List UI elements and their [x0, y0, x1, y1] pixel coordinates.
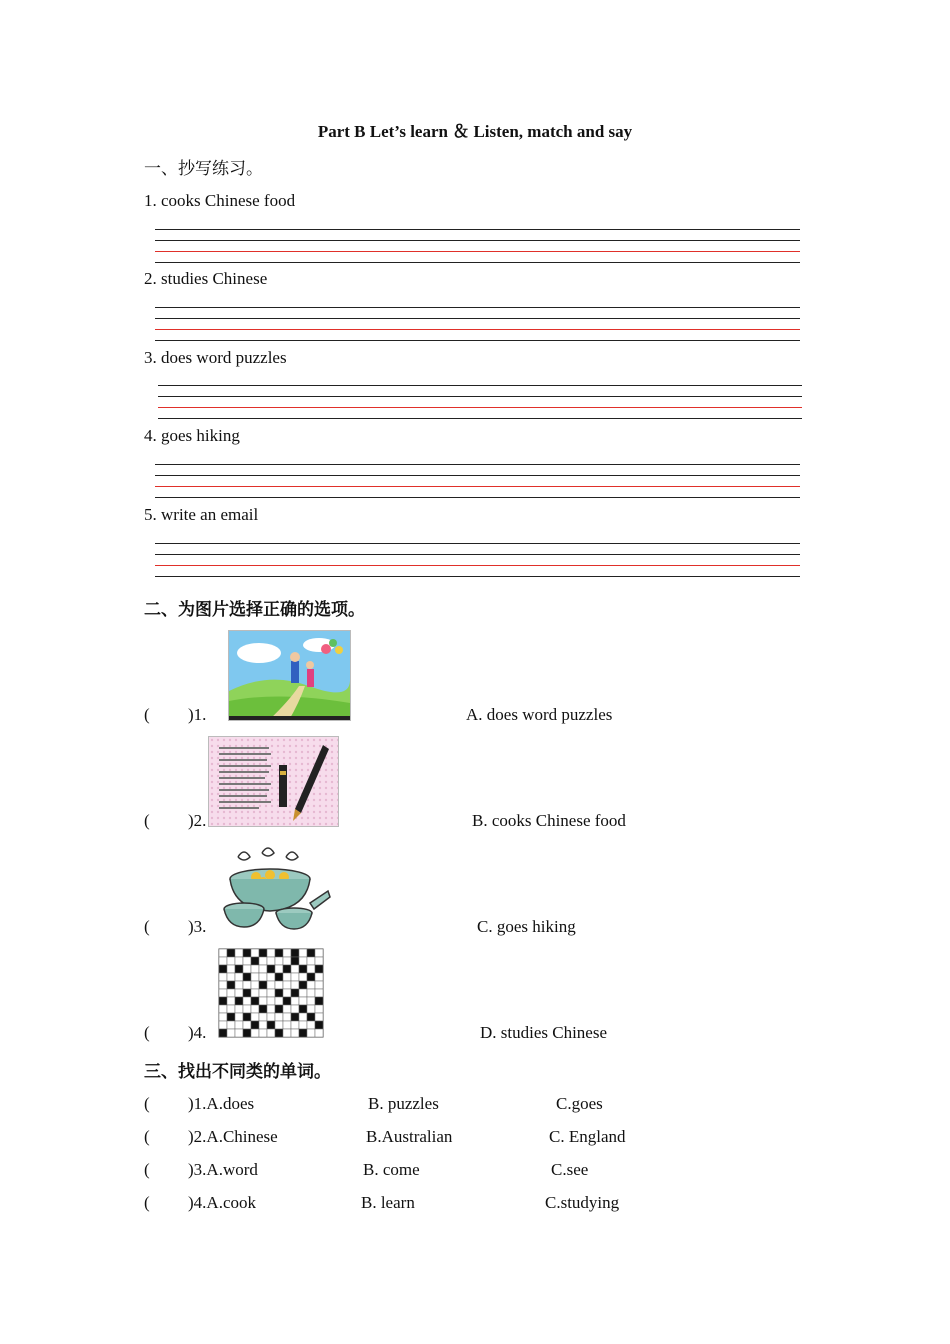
crossword-cell: [243, 1029, 251, 1037]
odd-option-c-3: C.see: [551, 1160, 589, 1179]
crossword-cell: [267, 965, 275, 973]
crossword-cell: [299, 973, 307, 981]
writing-lines-3[interactable]: [158, 385, 802, 419]
crossword-cell: [315, 981, 323, 989]
crossword-cell: [235, 1013, 243, 1021]
crossword-cell: [299, 1029, 307, 1037]
crossword-cell: [243, 997, 251, 1005]
crossword-cell: [227, 1005, 235, 1013]
crossword-cell: [275, 1029, 283, 1037]
crossword-cell: [259, 957, 267, 965]
crossword-cell: [299, 989, 307, 997]
crossword-cell: [259, 989, 267, 997]
section-1-heading: 一、抄写练习。: [144, 159, 263, 178]
crossword-cell: [307, 997, 315, 1005]
chinese-writing-pen-picture: [208, 736, 339, 827]
crossword-cell: [219, 949, 227, 957]
answer-bracket-4[interactable]: (: [144, 1023, 150, 1042]
crossword-cell: [243, 1005, 251, 1013]
odd-bracket-3[interactable]: (: [144, 1160, 150, 1179]
odd-option-a-2: )2.A.Chinese: [188, 1127, 278, 1146]
crossword-cell: [219, 1005, 227, 1013]
copy-item-2: 2. studies Chinese: [144, 269, 268, 288]
crossword-cell: [251, 981, 259, 989]
crossword-cell: [283, 1005, 291, 1013]
crossword-cell: [283, 1013, 291, 1021]
odd-option-c-1: C.goes: [556, 1094, 603, 1113]
crossword-cell: [299, 1005, 307, 1013]
crossword-cell: [259, 965, 267, 973]
crossword-cell: [307, 949, 315, 957]
writing-lines-5[interactable]: [155, 543, 800, 577]
crossword-cell: [235, 997, 243, 1005]
crossword-cell: [315, 949, 323, 957]
crossword-cell: [267, 949, 275, 957]
crossword-cell: [275, 965, 283, 973]
crossword-cell: [275, 989, 283, 997]
crossword-cell: [267, 1021, 275, 1029]
crossword-cell: [259, 997, 267, 1005]
odd-option-c-4: C.studying: [545, 1193, 620, 1212]
crossword-cell: [259, 1005, 267, 1013]
crossword-cell: [227, 965, 235, 973]
question-number-1: )1.: [188, 705, 207, 724]
crossword-cell: [235, 1029, 243, 1037]
crossword-cell: [219, 997, 227, 1005]
crossword-cell: [283, 989, 291, 997]
section-3-heading: 三、找出不同类的单词。: [144, 1062, 331, 1081]
crossword-cell: [251, 997, 259, 1005]
crossword-cell: [227, 997, 235, 1005]
crossword-cell: [291, 957, 299, 965]
crossword-cell: [235, 989, 243, 997]
odd-option-a-4: )4.A.cook: [188, 1193, 256, 1212]
crossword-cell: [291, 989, 299, 997]
copy-item-5: 5. write an email: [144, 505, 259, 524]
crossword-cell: [275, 997, 283, 1005]
crossword-cell: [283, 1029, 291, 1037]
crossword-cell: [291, 997, 299, 1005]
crossword-cell: [267, 997, 275, 1005]
section-2-heading: 二、为图片选择正确的选项。: [144, 600, 365, 619]
crossword-cell: [219, 1021, 227, 1029]
crossword-cell: [235, 981, 243, 989]
crossword-cell: [227, 1013, 235, 1021]
crossword-cell: [283, 1021, 291, 1029]
copy-item-3: 3. does word puzzles: [144, 348, 287, 367]
crossword-cell: [243, 965, 251, 973]
crossword-cell: [235, 957, 243, 965]
crossword-cell: [227, 949, 235, 957]
crossword-cell: [243, 1021, 251, 1029]
crossword-cell: [291, 965, 299, 973]
crossword-cell: [315, 1029, 323, 1037]
crossword-cell: [299, 1021, 307, 1029]
crossword-cell: [227, 981, 235, 989]
crossword-cell: [251, 965, 259, 973]
crossword-cell: [275, 949, 283, 957]
option-d: D. studies Chinese: [480, 1023, 608, 1042]
crossword-cell: [267, 981, 275, 989]
crossword-cell: [251, 1021, 259, 1029]
crossword-cell: [283, 965, 291, 973]
crossword-cell: [307, 981, 315, 989]
option-b: B. cooks Chinese food: [472, 811, 626, 830]
crossword-cell: [227, 973, 235, 981]
crossword-cell: [259, 1021, 267, 1029]
crossword-cell: [291, 1005, 299, 1013]
crossword-cell: [315, 965, 323, 973]
crossword-cell: [251, 949, 259, 957]
crossword-puzzle-picture: [218, 948, 324, 1038]
crossword-cell: [291, 973, 299, 981]
crossword-cell: [307, 965, 315, 973]
crossword-cell: [219, 981, 227, 989]
crossword-cell: [283, 997, 291, 1005]
crossword-cell: [291, 1029, 299, 1037]
option-a: A. does word puzzles: [466, 705, 613, 724]
writing-lines-4[interactable]: [155, 464, 800, 498]
question-number-4: )4.: [188, 1023, 207, 1042]
crossword-cell: [219, 1029, 227, 1037]
crossword-cell: [243, 973, 251, 981]
family-hiking-picture: [228, 630, 351, 721]
odd-option-a-3: )3.A.word: [188, 1160, 258, 1179]
crossword-cell: [307, 957, 315, 965]
odd-bracket-4[interactable]: (: [144, 1193, 150, 1212]
crossword-cell: [315, 957, 323, 965]
crossword-cell: [259, 949, 267, 957]
crossword-cell: [235, 949, 243, 957]
answer-bracket-2[interactable]: (: [144, 811, 150, 830]
crossword-cell: [291, 1013, 299, 1021]
crossword-cell: [243, 989, 251, 997]
crossword-cell: [275, 957, 283, 965]
crossword-cell: [283, 981, 291, 989]
writing-lines-1[interactable]: [155, 229, 800, 263]
crossword-cell: [251, 1013, 259, 1021]
odd-option-a-1: )1.A.does: [188, 1094, 255, 1113]
crossword-cell: [259, 973, 267, 981]
crossword-cell: [291, 981, 299, 989]
crossword-cell: [315, 997, 323, 1005]
crossword-cell: [299, 997, 307, 1005]
odd-bracket-1[interactable]: (: [144, 1094, 150, 1113]
crossword-cell: [259, 1029, 267, 1037]
crossword-cell: [243, 957, 251, 965]
crossword-cell: [259, 1013, 267, 1021]
crossword-cell: [235, 1021, 243, 1029]
crossword-cell: [235, 965, 243, 973]
crossword-cell: [219, 957, 227, 965]
crossword-cell: [251, 1005, 259, 1013]
crossword-cell: [227, 989, 235, 997]
crossword-cell: [219, 965, 227, 973]
crossword-cell: [243, 981, 251, 989]
copy-item-4: 4. goes hiking: [144, 426, 240, 445]
option-c: C. goes hiking: [477, 917, 576, 936]
crossword-cell: [307, 989, 315, 997]
crossword-cell: [227, 1029, 235, 1037]
crossword-cell: [235, 973, 243, 981]
crossword-cell: [243, 949, 251, 957]
crossword-cell: [219, 973, 227, 981]
crossword-cell: [283, 957, 291, 965]
crossword-cell: [251, 957, 259, 965]
crossword-cell: [275, 981, 283, 989]
crossword-cell: [251, 1029, 259, 1037]
crossword-cell: [307, 1013, 315, 1021]
odd-option-b-2: B.Australian: [366, 1127, 453, 1146]
crossword-cell: [315, 989, 323, 997]
crossword-cell: [291, 1021, 299, 1029]
crossword-cell: [315, 1021, 323, 1029]
question-number-2: )2.: [188, 811, 207, 830]
crossword-cell: [291, 949, 299, 957]
crossword-cell: [307, 1021, 315, 1029]
crossword-cell: [267, 1013, 275, 1021]
crossword-cell: [307, 973, 315, 981]
crossword-cell: [267, 957, 275, 965]
crossword-cell: [299, 949, 307, 957]
question-number-3: )3.: [188, 917, 207, 936]
crossword-cell: [275, 1021, 283, 1029]
crossword-cell: [267, 1005, 275, 1013]
crossword-cell: [275, 1005, 283, 1013]
crossword-cell: [267, 973, 275, 981]
crossword-cell: [275, 1013, 283, 1021]
crossword-cell: [251, 989, 259, 997]
crossword-cell: [315, 1013, 323, 1021]
odd-bracket-2[interactable]: (: [144, 1127, 150, 1146]
crossword-cell: [243, 1013, 251, 1021]
odd-option-b-1: B. puzzles: [368, 1094, 439, 1113]
odd-option-b-4: B. learn: [361, 1193, 415, 1212]
crossword-cell: [299, 1013, 307, 1021]
crossword-cell: [299, 981, 307, 989]
crossword-cell: [299, 957, 307, 965]
crossword-cell: [227, 1021, 235, 1029]
food-bowls-picture: [218, 843, 332, 933]
answer-bracket-1[interactable]: (: [144, 705, 150, 724]
odd-option-b-3: B. come: [363, 1160, 420, 1179]
crossword-cell: [283, 949, 291, 957]
crossword-cell: [299, 965, 307, 973]
crossword-cell: [307, 1029, 315, 1037]
writing-lines-2[interactable]: [155, 307, 800, 341]
crossword-cell: [315, 973, 323, 981]
crossword-cell: [283, 973, 291, 981]
crossword-cell: [251, 973, 259, 981]
crossword-cell: [267, 989, 275, 997]
odd-option-c-2: C. England: [549, 1127, 626, 1146]
page-title: Part B Let’s learn ＆ Listen, match and say: [317, 122, 633, 141]
crossword-cell: [315, 1005, 323, 1013]
crossword-cell: [235, 1005, 243, 1013]
crossword-cell: [219, 1013, 227, 1021]
crossword-cell: [219, 989, 227, 997]
crossword-cell: [227, 957, 235, 965]
crossword-cell: [267, 1029, 275, 1037]
crossword-cell: [307, 1005, 315, 1013]
crossword-cell: [275, 973, 283, 981]
crossword-cell: [259, 981, 267, 989]
copy-item-1: 1. cooks Chinese food: [144, 191, 296, 210]
answer-bracket-3[interactable]: (: [144, 917, 150, 936]
